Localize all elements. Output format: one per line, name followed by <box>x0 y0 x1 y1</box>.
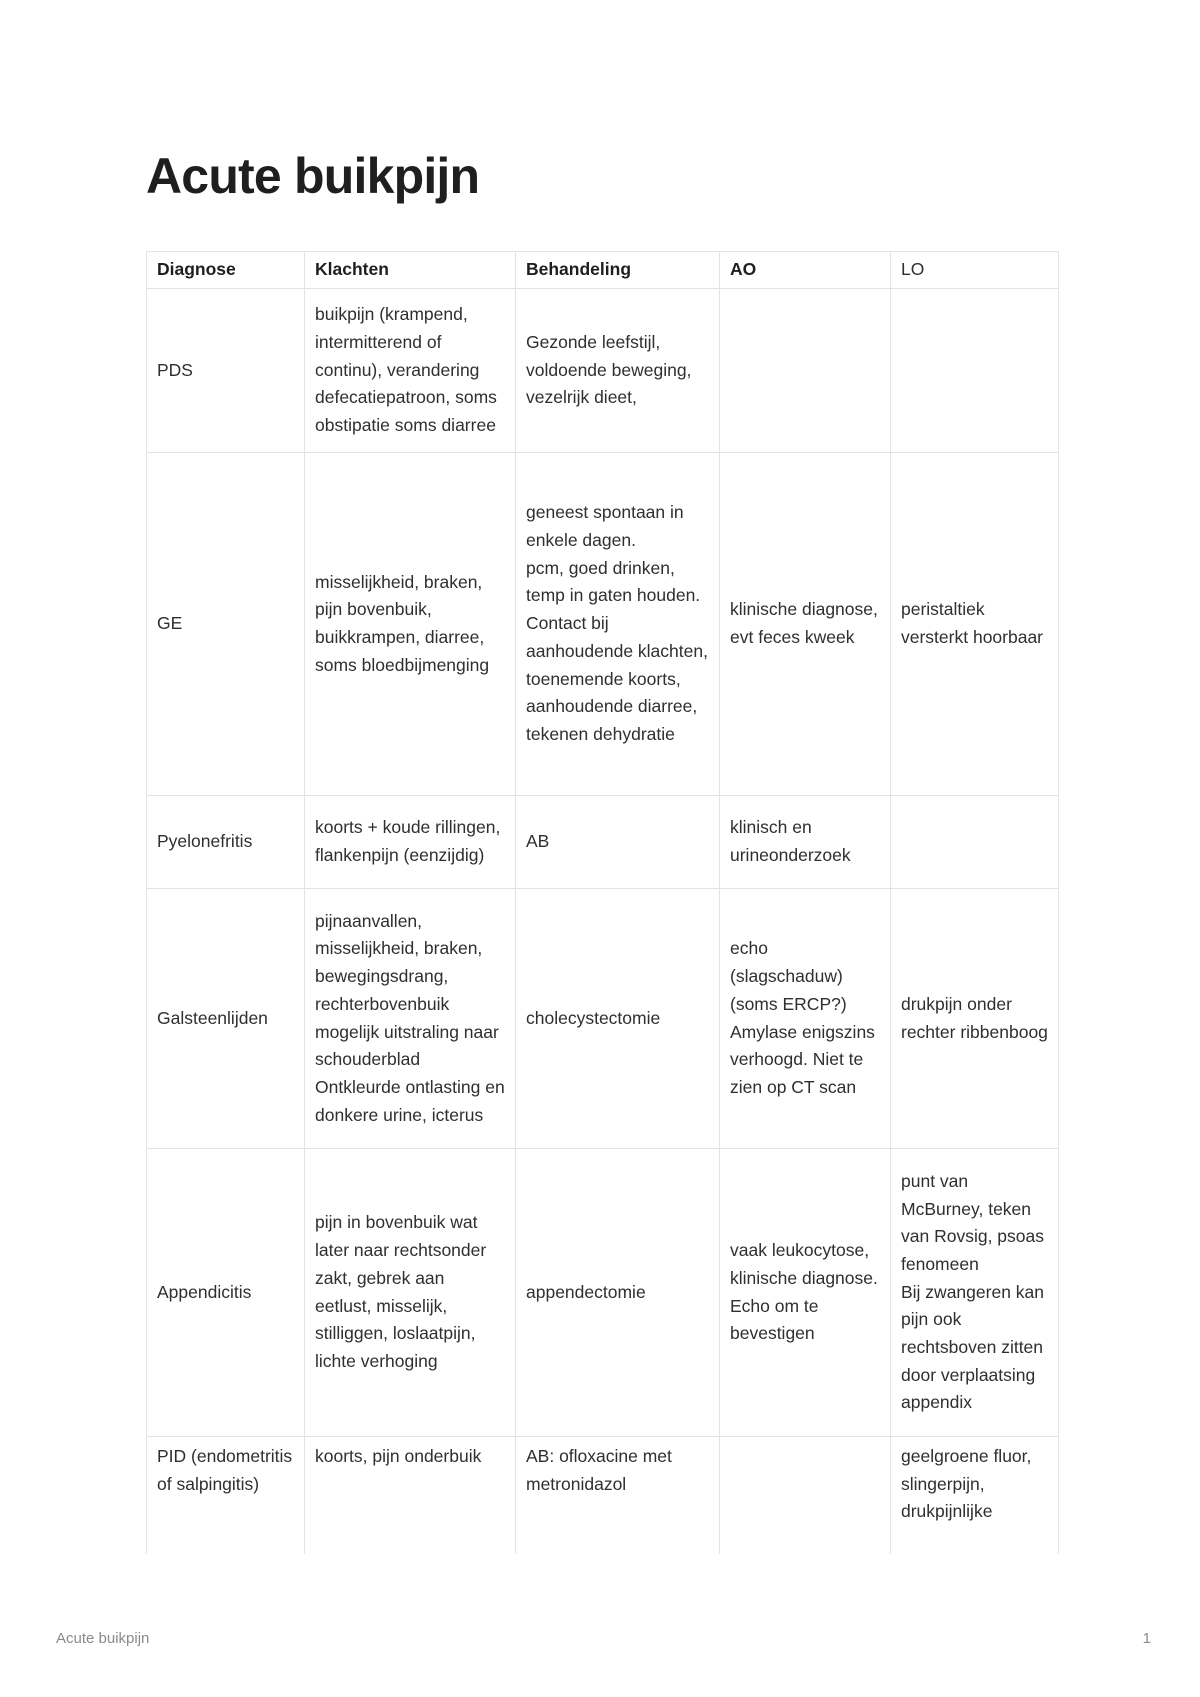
cell-diagnose: PID (endometritis of salpingitis) <box>147 1437 305 1555</box>
cell-diagnose: Galsteenlijden <box>147 889 305 1149</box>
cell-lo: geelgroene fluor, slingerpijn, drukpijnlijke <box>891 1437 1059 1555</box>
table-row <box>147 1437 1059 1555</box>
cell-klachten: pijn in bovenbuik wat later naar rechtsonder zakt, gebrek aan eetlust, misselijk, stilliggen, loslaatpijn, lichte verhoging <box>305 1149 516 1437</box>
cell-behandeling: Gezonde leefstijl, voldoende beweging, vezelrijk dieet, <box>516 289 720 453</box>
table-row <box>147 1149 1059 1437</box>
header-diagnose: Diagnose <box>147 252 305 289</box>
cell-klachten: pijnaanvallen, misselijkheid, braken, bewegingsdrang, rechterbovenbuik mogelijk uitstraling naar schouderblad Ontkleurde ontlasting en donkere urine, icterus <box>305 889 516 1149</box>
cell-diagnose: PDS <box>147 289 305 453</box>
footer-document-title: Acute buikpijn <box>56 1630 150 1647</box>
cell-ao: echo (slagschaduw) (soms ERCP?) Amylase enigszins verhoogd. Niet te zien op CT scan <box>720 889 891 1149</box>
cell-lo: punt van McBurney, teken van Rovsig, psoas fenomeen Bij zwangeren kan pijn ook rechtsboven zitten door verplaatsing appendix <box>891 1149 1059 1437</box>
cell-ao <box>720 289 891 453</box>
cell-klachten: koorts + koude rillingen, flankenpijn (eenzijdig) <box>305 796 516 889</box>
cell-behandeling: cholecystectomie <box>516 889 720 1149</box>
cell-diagnose: Pyelonefritis <box>147 796 305 889</box>
diagnosis-table <box>146 251 1059 1554</box>
cell-lo: drukpijn onder rechter ribbenboog <box>891 889 1059 1149</box>
header-ao: AO <box>720 252 891 289</box>
header-klachten: Klachten <box>305 252 516 289</box>
cell-diagnose: GE <box>147 453 305 796</box>
cell-klachten: buikpijn (krampend, intermitterend of continu), verandering defecatiepatroon, soms obstipatie soms diarree <box>305 289 516 453</box>
cell-ao: klinische diagnose, evt feces kweek <box>720 453 891 796</box>
page-title: Acute buikpijn <box>146 148 480 204</box>
table-row <box>147 796 1059 889</box>
cell-ao <box>720 1437 891 1555</box>
cell-ao: vaak leukocytose, klinische diagnose. Echo om te bevestigen <box>720 1149 891 1437</box>
cell-ao: klinisch en urineonderzoek <box>720 796 891 889</box>
header-lo: LO <box>891 252 1059 289</box>
table-header-row <box>147 252 1059 289</box>
cell-klachten: misselijkheid, braken, pijn bovenbuik, buikkrampen, diarree, soms bloedbijmenging <box>305 453 516 796</box>
cell-klachten: koorts, pijn onderbuik <box>305 1437 516 1555</box>
table-row <box>147 889 1059 1149</box>
cell-lo <box>891 796 1059 889</box>
cell-diagnose: Appendicitis <box>147 1149 305 1437</box>
table-row <box>147 289 1059 453</box>
cell-lo: peristaltiek versterkt hoorbaar <box>891 453 1059 796</box>
table-row <box>147 453 1059 796</box>
cell-behandeling: appendectomie <box>516 1149 720 1437</box>
cell-lo <box>891 289 1059 453</box>
cell-behandeling: AB <box>516 796 720 889</box>
cell-behandeling: geneest spontaan in enkele dagen. pcm, goed drinken, temp in gaten houden. Contact bij aanhoudende klachten, toenemende koorts, aanhoudende diarree, tekenen dehydratie <box>516 453 720 796</box>
cell-behandeling: AB: ofloxacine met metronidazol <box>516 1437 720 1555</box>
header-behandeling: Behandeling <box>516 252 720 289</box>
footer-page-number: 1 <box>1142 1630 1151 1647</box>
